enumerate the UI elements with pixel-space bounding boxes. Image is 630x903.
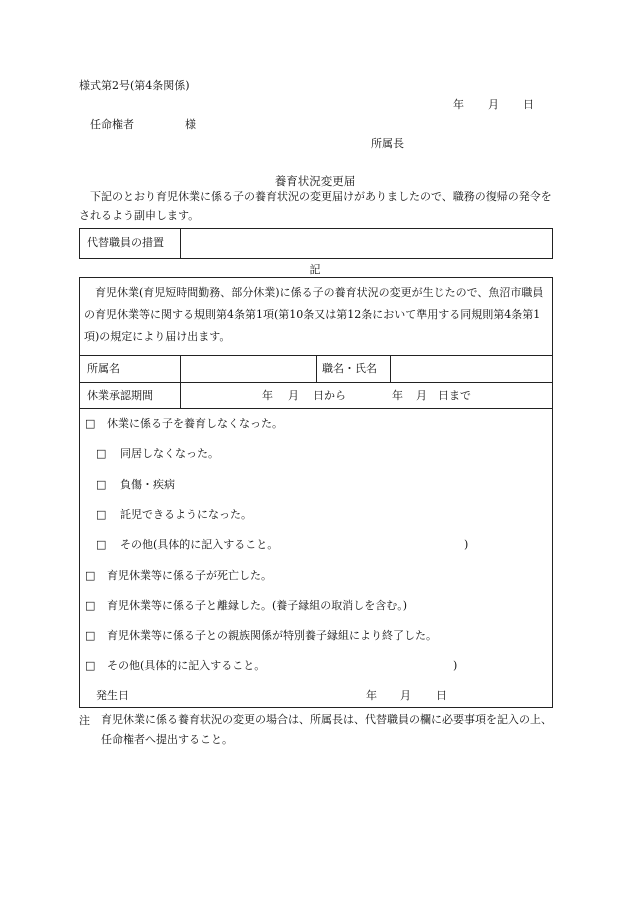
period-to-day: 日まで bbox=[438, 389, 471, 402]
checklist-item-label: 同居しなくなった。 bbox=[120, 447, 219, 460]
ki-heading: 記 bbox=[309, 263, 321, 276]
checkbox-5[interactable]: □ bbox=[96, 538, 107, 551]
intro-text: 下記のとおり育児休業に係る子の養育状況の変更届けがありましたので、職務の復帰の発令をされるよう副申します。 bbox=[79, 190, 552, 222]
occurrence-day: 日 bbox=[436, 689, 447, 702]
occurrence-month: 月 bbox=[400, 689, 411, 702]
checkbox-4[interactable]: □ bbox=[96, 508, 107, 521]
addressee: 任命権者 bbox=[90, 118, 134, 131]
form-number: 様式第2号(第4条関係) bbox=[79, 79, 190, 92]
checkbox-2[interactable]: □ bbox=[96, 447, 107, 460]
period-from-day: 日から bbox=[313, 389, 346, 402]
period-from-month: 月 bbox=[288, 389, 299, 402]
note-prefix: 注 bbox=[79, 714, 90, 727]
checkbox-9[interactable]: □ bbox=[85, 659, 96, 672]
checklist-item-label: その他(具体的に記入すること。 bbox=[120, 538, 279, 551]
checklist-item-label: 負傷・疾病 bbox=[120, 478, 175, 491]
statement-text: 育児休業(育児短時間勤務、部分休業)に係る子の養育状況の変更が生じたので、魚沼市職員の育児休業等に関する規則第4条第1項(第10条又は第12条において準用する同規則第4条第1項)の規定により届け出ます。 bbox=[84, 286, 544, 343]
closing-paren: ) bbox=[453, 659, 458, 672]
sender: 所属長 bbox=[371, 137, 404, 150]
period-label: 休業承認期間 bbox=[87, 389, 153, 402]
date-month: 月 bbox=[488, 98, 499, 111]
substitute-divider bbox=[180, 228, 181, 259]
col-line-middle bbox=[316, 355, 317, 382]
checkbox-8[interactable]: □ bbox=[85, 629, 96, 642]
position-label: 職名・氏名 bbox=[322, 362, 377, 375]
checklist-item-label: 育児休業等に係る子が死亡した。 bbox=[107, 569, 272, 582]
date-day: 日 bbox=[523, 98, 534, 111]
col-line-label bbox=[180, 355, 181, 408]
closing-paren: ) bbox=[464, 538, 469, 551]
checklist-item-label: その他(具体的に記入すること。 bbox=[107, 659, 266, 672]
checklist-item-label: 育児休業等に係る子との親族関係が特別養子縁組により終了した。 bbox=[107, 629, 437, 642]
checkbox-1[interactable]: □ bbox=[85, 417, 96, 430]
date-year: 年 bbox=[453, 98, 464, 111]
occurrence-label: 発生日 bbox=[96, 689, 129, 702]
checklist-item-label: 託児できるようになった。 bbox=[120, 508, 252, 521]
checkbox-6[interactable]: □ bbox=[85, 569, 96, 582]
checkbox-3[interactable]: □ bbox=[96, 478, 107, 491]
substitute-label: 代替職員の措置 bbox=[87, 236, 164, 249]
note-text: 育児休業に係る養育状況の変更の場合は、所属長は、代替職員の欄に必要事項を記入の上、任命権者へ提出すること。 bbox=[101, 713, 552, 746]
checklist-item-label: 育児休業等に係る子と離縁した。(養子縁組の取消しを含む。) bbox=[107, 599, 408, 612]
row-line-2 bbox=[79, 382, 553, 383]
period-to-year: 年 bbox=[392, 389, 403, 402]
occurrence-year: 年 bbox=[366, 689, 377, 702]
row-line-3 bbox=[79, 408, 553, 409]
checklist-item-label: 休業に係る子を養育しなくなった。 bbox=[107, 417, 283, 430]
col-line-right bbox=[390, 355, 391, 382]
affiliation-label: 所属名 bbox=[87, 362, 120, 375]
addressee-suffix: 様 bbox=[185, 118, 196, 131]
period-to-month: 月 bbox=[416, 389, 427, 402]
form-title: 養育状況変更届 bbox=[274, 174, 356, 188]
checkbox-7[interactable]: □ bbox=[85, 599, 96, 612]
period-from-year: 年 bbox=[262, 389, 273, 402]
